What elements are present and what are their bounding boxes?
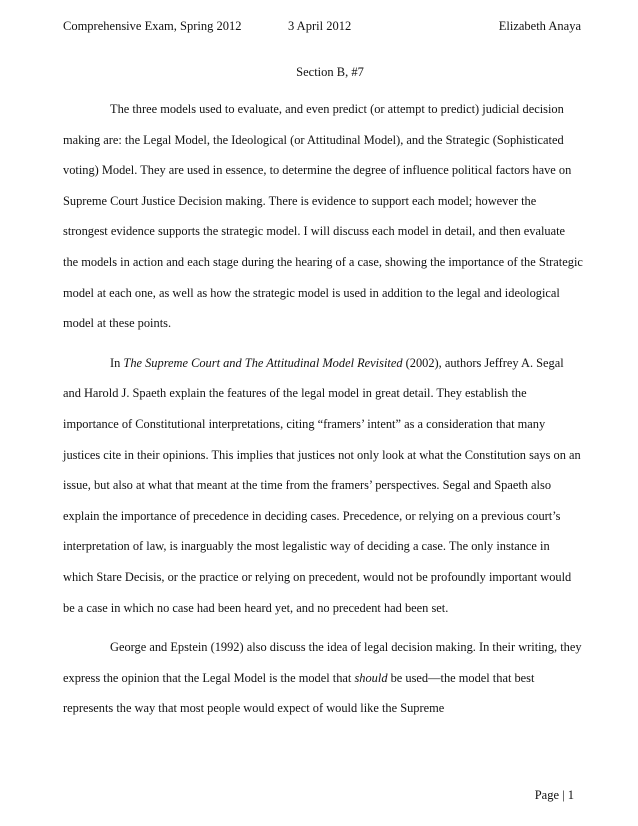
paragraph-2-lead: In [110,355,124,370]
header-course: Comprehensive Exam, Spring 2012 [63,19,242,33]
section-title: Section B, #7 [296,65,364,79]
paragraph-2 [63,348,583,623]
paragraph-3 [63,632,583,724]
paragraph-3-lead: George and Epstein (1992) also discuss the idea of legal decision making. In their writing, they express the opinion that the Legal Model is the model that [63,640,582,685]
page-header [63,19,581,37]
body-text [63,94,583,724]
header-author: Elizabeth Anaya [498,19,581,33]
paragraph-3-rest: be used—the model that best represents the way that most people would expect of would like the Supreme [63,670,535,716]
paragraph-1: The three models used to evaluate, and even predict (or attempt to predict) judicial decision making are: the Legal Model, the Ideological (or Attitudinal Model), and the Strategic (Sophisticated voting) Model. They are used in essence, to determine the degree of influence political factors have on Supreme Court Justice Decision making. There is evidence to support each model; however the strongest evidence supports the strategic model. I will discuss each model in detail, and then evaluate the models in action and each stage during the hearing of a case, showing the importance of the Strategic model at each one, as well as how the strategic model is used in addition to the legal and ideological model at these points. [63,102,583,331]
header-date: 3 April 2012 [288,19,352,33]
page-number: Page | 1 [534,788,574,802]
book-title: The Supreme Court and The Attitudinal Model Revisited [123,355,403,370]
paragraph-2-rest: (2002), authors Jeffrey A. Segal and Harold J. Spaeth explain the features of the legal model in great detail. They establish the importance of Constitutional interpretations, citing “framers’ intent” as a consideration that many justices cite in their opinions. This implies that justices not only look at what the Constitution says on an issue, but also at what that meant at the time from the framers’ perspectives. Segal and Spaeth also explain the importance of precedence in deciding cases. Precedence, or relying on a previous court’s interpretation of law, is inarguably the most legalistic way of deciding a case. The only instance in which Stare Decisis, or the practice or relying on precedent, would not be profoundly important would be a case in which no case had been heard yet, and no precedent had been set. [63,355,581,615]
emphasis-should: should [354,670,388,685]
